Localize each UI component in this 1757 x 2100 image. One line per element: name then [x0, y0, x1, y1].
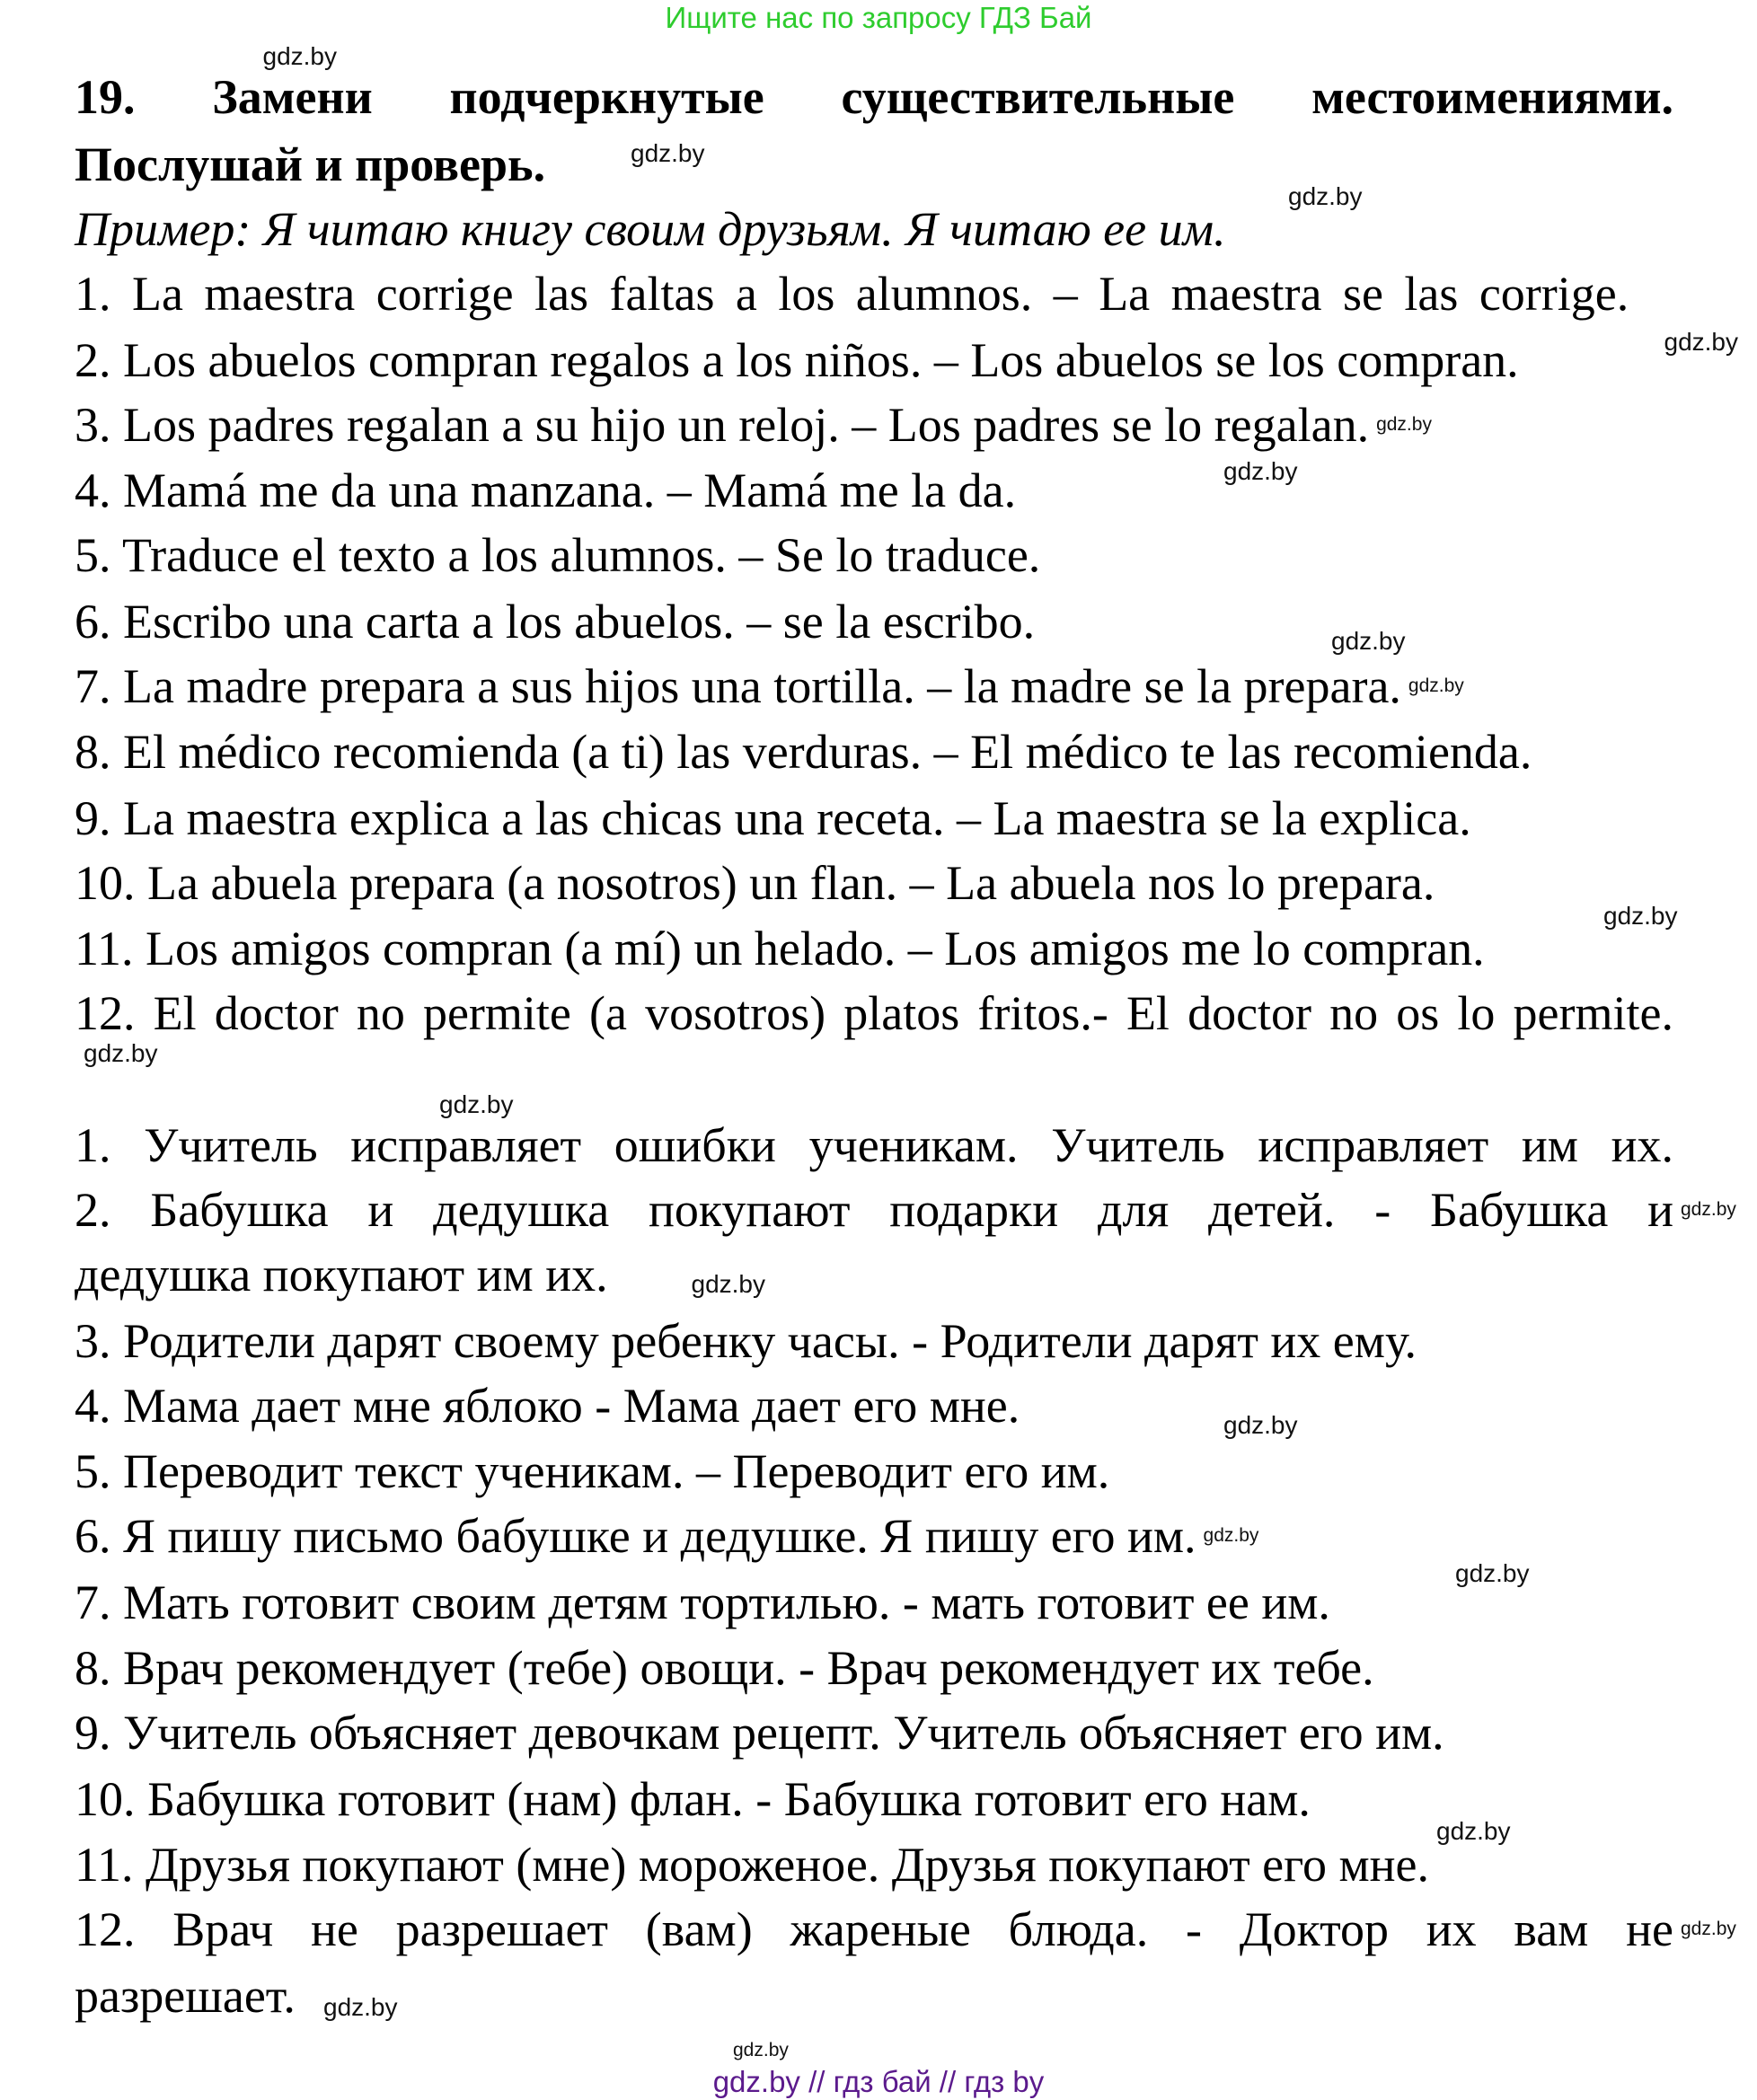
russian-answer-line: разрешает. [75, 1968, 296, 2023]
russian-answer-line: 2. Бабушка и дедушка покупают подарки для детей. - Бабушка и [75, 1183, 1673, 1237]
russian-answer-line: 10. Бабушка готовит (нам) флан. - Бабушка готовит его нам. [75, 1771, 1311, 1826]
watermark: gdz.by [262, 41, 337, 70]
spanish-answer-line: 7. La madre prepara a sus hijos una tortilla. – la madre se la prepara. [75, 658, 1401, 713]
spanish-answer-line: 8. El médico recomienda (a ti) las verduras. – El médico te las recomienda. [75, 725, 1532, 779]
watermark: gdz.by [1681, 1919, 1736, 1939]
search-banner: Ищите нас по запросу ГДЗ Бай [665, 1, 1092, 34]
watermark: gdz.by [1203, 1525, 1259, 1546]
russian-answer-line: 1. Учитель исправляет ошибки ученикам. Учитель исправляет им их. [75, 1118, 1673, 1172]
spanish-answer-line: 10. La abuela prepara (a nosotros) un flan. – La abuela nos lo prepara. [75, 855, 1435, 910]
spanish-answer-line: 3. Los padres regalan a su hijo un reloj. – Los padres se lo regalan. [75, 397, 1370, 452]
russian-answer-line: 11. Друзья покупают (мне) мороженое. Друзья покупают его мне. [75, 1838, 1429, 1892]
watermark: gdz.by [1408, 675, 1464, 696]
spanish-answer-line: 9. La maestra explica a las chicas una receta. – La maestra se la explica. [75, 790, 1471, 845]
russian-answer-line: 8. Врач рекомендует (тебе) овощи. - Врач рекомендует их тебе. [75, 1641, 1374, 1695]
spanish-answer-line: 11. Los amigos compran (a mí) un helado. – Los amigos me lo compran. [75, 922, 1485, 975]
watermark: gdz.by [84, 1039, 158, 1067]
russian-answer-line: 9. Учитель объясняет девочкам рецепт. Учитель объясняет его им. [75, 1706, 1444, 1760]
spanish-answer-line: 4. Mamá me da una manzana. – Mamá me la da. [75, 463, 1017, 517]
watermark: gdz.by [1288, 182, 1363, 210]
watermark: gdz.by [1603, 902, 1678, 930]
russian-answer-line: 5. Переводит текст ученикам. – Переводит его им. [75, 1444, 1110, 1498]
russian-answer-line: 3. Родители дарят своему ребенку часы. - Родители дарят их ему. [75, 1313, 1417, 1368]
watermark: gdz.by [1664, 328, 1738, 356]
watermark: gdz.by [1681, 1199, 1736, 1220]
watermark: gdz.by [1455, 1559, 1530, 1587]
watermark: gdz.by [1436, 1816, 1511, 1845]
russian-answer-line: 12. Врач не разрешает (вам) жареные блюда. - Доктор их вам не [75, 1902, 1673, 1956]
watermark: gdz.by [691, 1269, 765, 1298]
footer-banner: gdz.by // гдз бай // гдз by [712, 2065, 1045, 2098]
example-text: Пример: Я читаю книгу своим друзьям. Я читаю ее им. [75, 202, 1226, 256]
exercise-subtitle: Послушай и проверь. [75, 137, 546, 191]
watermark: gdz.by [631, 139, 705, 167]
watermark: gdz.by [1376, 413, 1432, 435]
russian-answer-line: 6. Я пишу письмо бабушке и дедушке. Я пишу его им. [75, 1509, 1196, 1563]
watermark: gdz.by [733, 2040, 789, 2060]
spanish-answer-line: 2. Los abuelos compran regalos a los niños. – Los abuelos se los compran. [75, 332, 1519, 387]
spanish-answer-line: 6. Escribo una carta a los abuelos. – se la escribo. [75, 594, 1036, 649]
spanish-answer-line: 1. La maestra corrige las faltas a los alumnos. – La maestra se las corrige. [75, 267, 1629, 321]
watermark: gdz.by [1223, 1411, 1298, 1439]
russian-answer-line: 4. Мама дает мне яблоко - Мама дает его мне. [75, 1378, 1020, 1433]
watermark: gdz.by [1223, 457, 1298, 485]
spanish-answer-line: 12. El doctor no permite (a vosotros) platos fritos.- El doctor no os lo permite. [75, 986, 1673, 1040]
watermark: gdz.by [439, 1090, 514, 1118]
russian-answer-line: 7. Мать готовит своим детям тортилью. - мать готовит ее им. [75, 1575, 1330, 1629]
watermark: gdz.by [323, 1993, 398, 2021]
watermark: gdz.by [1331, 627, 1406, 655]
spanish-answer-line: 5. Traduce el texto a los alumnos. – Se lo traduce. [75, 528, 1041, 582]
exercise-title: 19. Замени подчеркнутые существительные местоимениями. [75, 70, 1673, 124]
russian-answer-line: дедушка покупают им их. [75, 1248, 608, 1301]
